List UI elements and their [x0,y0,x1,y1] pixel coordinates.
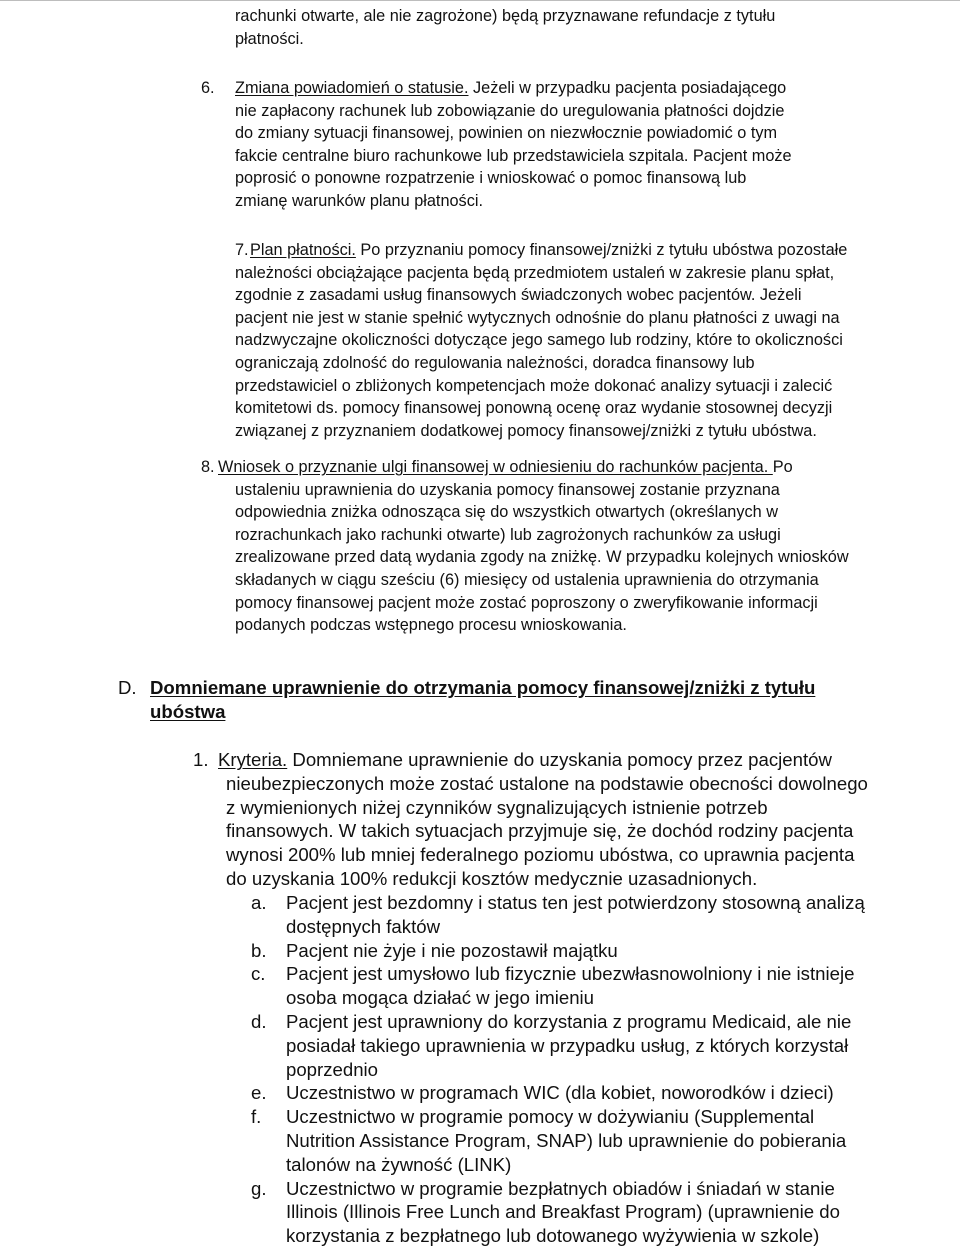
heading-line: ubóstwa [150,700,226,722]
text-line: osoba mogąca działać w jego imieniu [286,987,595,1009]
item-1-number: 1. [193,749,209,770]
text-line: należności obciążające pacjenta będą przedmiotem ustaleń w zakresie planu spłat, [235,263,835,282]
text-line: komitetowi ds. pomocy finansowej ponowną ocenę oraz wydanie stosownej decyzji [235,399,833,418]
item-6-paragraph [235,77,792,213]
criteria-c-text [286,962,854,1010]
item-6-title: Zmiana powiadomień o statusie. [235,79,469,97]
text-line: nadzwyczajne okoliczności dotyczące jego samego lub rodziny, które to okoliczności [235,331,843,350]
text-line: nie zapłacony rachunek lub zobowiązanie do uregulowania płatności dojdzie [235,101,785,120]
section-d-letter: D. [118,677,137,698]
text-line: płatności. [235,29,304,48]
criteria-c-letter: c. [251,963,266,985]
criteria-e-text [286,1081,834,1105]
text-line: Nutrition Assistance Program, SNAP) lub uprawnienie do pobierania [286,1129,847,1151]
item-1-first-line [218,748,832,772]
text-line: nieubezpieczonych może zostać ustalone na podstawie obecności dowolnego [226,772,868,794]
text-line: posiadał takiego uprawnienia w przypadku usług, z których korzystał [286,1034,849,1056]
text-line: odpowiednia zniżka odnosząca się do wszystkich otwartych (określanych w [235,503,778,522]
criteria-g-text [286,1177,840,1248]
item-8-paragraph [235,479,849,637]
text-line: związanej z przyznaniem dodatkowej pomocy finansowej/zniżki z tytułu ubóstwa. [235,421,817,440]
text-line: Pacjent nie żyje i nie pozostawił majątku [286,939,618,961]
text-line: zmianę warunków planu płatności. [235,191,483,210]
text-line: Pacjent jest bezdomny i status ten jest potwierdzony stosowną analizą [286,892,865,913]
text-line: ustaleniu uprawnienia do uzyskania pomocy finansowej zostanie przyznana [235,480,780,499]
text-line: poprzednio [286,1058,379,1080]
text-line: dostępnych faktów [286,915,441,937]
text-line: poprosić o ponowne rozpatrzenie i wnioskować o pomoc finansową lub [235,169,747,188]
item-7-number: 7. [235,241,249,259]
text-line: Illinois (Illinois Free Lunch and Breakfast Program) (uprawnienie do [286,1201,840,1223]
item-8-title: Wniosek o przyznanie ulgi finansowej w odniesieniu do rachunków pacjenta. [218,458,773,476]
text-line: ograniczają zdolność do regulowania należności, doradca finansowy lub [235,353,755,372]
text-line: fakcie centralne biuro rachunkowe lub przedstawiciela szpitala. Pacjent może [235,146,792,165]
item-1-title: Kryteria. [218,749,288,770]
criteria-b-letter: b. [251,939,267,961]
text-line: korzystania z bezpłatnego lub dotowanego wyżywienia w szkole) [286,1225,820,1247]
item-6-number: 6. [201,79,215,97]
text-line: podanych podczas wstępnego procesu wnioskowania. [235,616,627,635]
item-1-paragraph [226,772,868,891]
criteria-d-letter: d. [251,1011,267,1032]
text-line: talonów na żywność (LINK) [286,1153,512,1175]
text-line: z wymienionych niżej czynników sygnalizujących istnienie potrzeb [226,796,768,818]
heading-line: Domniemane uprawnienie do otrzymania pomocy finansowej/zniżki z tytułu [150,677,816,698]
text-line: rozrachunkach jako rachunki otwarte) lub zagrożonych rachunków za usługi [235,525,781,544]
text-line: rachunki otwarte, ale nie zagrożone) będą przyznawane refundacje z tytułu [235,7,776,25]
criteria-f-letter: f. [251,1106,262,1128]
text-line: pacjent nie jest w stanie spełnić wytycznych odnośnie do planu płatności z uwagi na [235,308,840,327]
criteria-g-letter: g. [251,1177,267,1199]
text-line: finansowych. W takich sytuacjach przyjmuje się, że dochód rodziny pacjenta [226,820,854,842]
item-7-title: Plan płatności. [250,241,356,259]
criteria-d-text [286,1010,851,1081]
text-line: Uczestnictwo w programie pomocy w dożywianiu (Supplemental [286,1106,815,1128]
text-line: pomocy finansowej pacjent może zostać poproszony o zweryfikowanie informacji [235,593,818,612]
text-line: Po przyznaniu pomocy finansowej/zniżki z tytułu ubóstwa pozostałe [355,241,848,259]
criteria-e-letter: e. [251,1082,267,1104]
text-line: Uczestnistwo w programach WIC (dla kobiet, noworodków i dzieci) [286,1082,834,1104]
criteria-a-text [286,891,865,939]
text-line: zgodnie z zasadami usług finansowych świadczonych wobec pacjentów. Jeżeli [235,286,802,305]
text-line: do zmiany sytuacji finansowej, powinien on niezwłocznie powiadomić o tym [235,124,778,143]
item-8-number: 8. [201,458,215,476]
criteria-b-text [286,939,618,963]
page-top-border [0,0,960,1]
text-line: Domniemane uprawnienie do uzyskania pomocy przez pacjentów [287,749,832,770]
criteria-a-letter: a. [251,892,267,913]
text-line: Uczestnictwo w programie bezpłatnych obiadów i śniadań w stanie [286,1177,835,1199]
text-line: przedstawiciel o zbliżonych kompetencjach może dokonać analizy sytuacji i zalecić [235,376,833,395]
criteria-f-text [286,1105,846,1176]
item-7-paragraph [235,239,847,442]
text-line: zrealizowane przed datą wydania zgody na zniżkę. W przypadku kolejnych wniosków [235,548,849,567]
continued-paragraph [235,5,775,50]
text-line: Po [772,458,793,476]
text-line: do uzyskania 100% redukcji kosztów medycznie uzasadnionych. [226,867,758,889]
section-d-heading [150,676,815,724]
text-line: Pacjent jest uprawniony do korzystania z programu Medicaid, ale nie [286,1011,852,1032]
text-line: Pacjent jest umysłowo lub fizycznie ubezwłasnowolniony i nie istnieje [286,963,855,985]
item-8-first-line [218,456,793,479]
text-line: składanych w ciągu sześciu (6) miesięcy od ustalenia uprawnienia do otrzymania [235,570,819,589]
text-line: Jeżeli w przypadku pacjenta posiadającego [468,79,787,97]
text-line: wynosi 200% lub mniej federalnego poziomu ubóstwa, co uprawnia pacjenta [226,844,855,866]
